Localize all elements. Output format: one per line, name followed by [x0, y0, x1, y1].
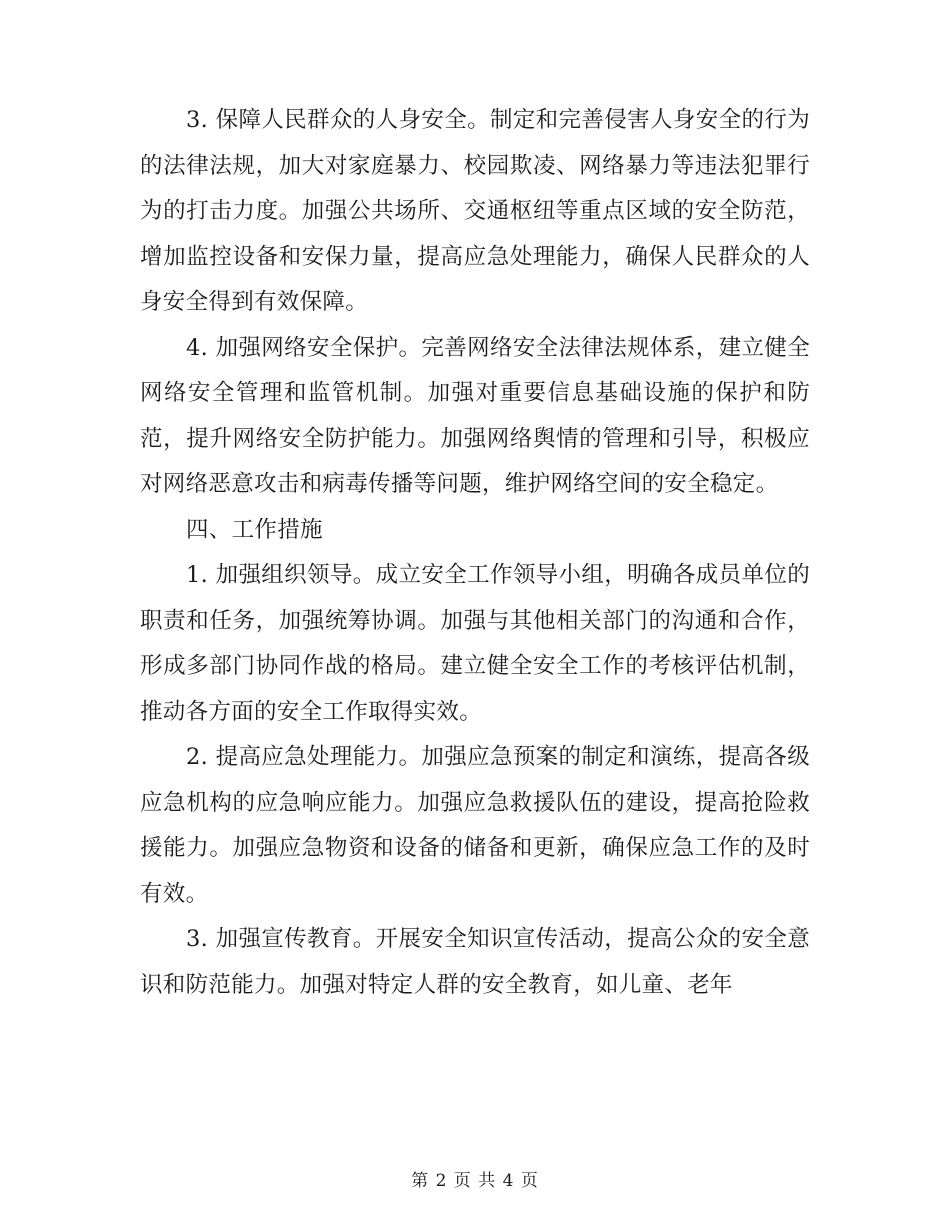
paragraph-organization-leadership: 1. 加强组织领导。成立安全工作领导小组，明确各成员单位的职责和任务，加强统筹协调。加强与其他相关部门的沟通和合作，形成多部门协同作战的格局。建立健全安全工作的考核评估机制，推动各方面的安全工作取得实效。	[140, 562, 810, 725]
paragraph-publicity-education: 3. 加强宣传教育。开展安全知识宣传活动，提高公众的安全意识和防范能力。加强对特定人群的安全教育，如儿童、老年	[140, 926, 810, 998]
paragraph-network-security: 4. 加强网络安全保护。完善网络安全法律法规体系，建立健全网络安全管理和监管机制。加强对重要信息基础设施的保护和防范，提升网络安全防护能力。加强网络舆情的管理和引导，积极应对网络恶意攻击和病毒传播等问题，维护网络空间的安全稳定。	[140, 334, 810, 497]
section-heading-work-measures: 四、工作措施	[186, 516, 323, 543]
page-number-footer: 第 2 页 共 4 页	[411, 1171, 539, 1191]
document-body	[140, 98, 810, 1008]
paragraph-emergency-response: 2. 提高应急处理能力。加强应急预案的制定和演练，提高各级应急机构的应急响应能力。加强应急救援队伍的建设，提高抢险救援能力。加强应急物资和设备的储备和更新，确保应急工作的及时有效。	[140, 744, 810, 907]
paragraph-personal-safety: 3. 保障人民群众的人身安全。制定和完善侵害人身安全的行为的法律法规，加大对家庭暴力、校园欺凌、网络暴力等违法犯罪行为的打击力度。加强公共场所、交通枢纽等重点区域的安全防范，增加监控设备和安保力量，提高应急处理能力，确保人民群众的人身安全得到有效保障。	[140, 107, 810, 315]
